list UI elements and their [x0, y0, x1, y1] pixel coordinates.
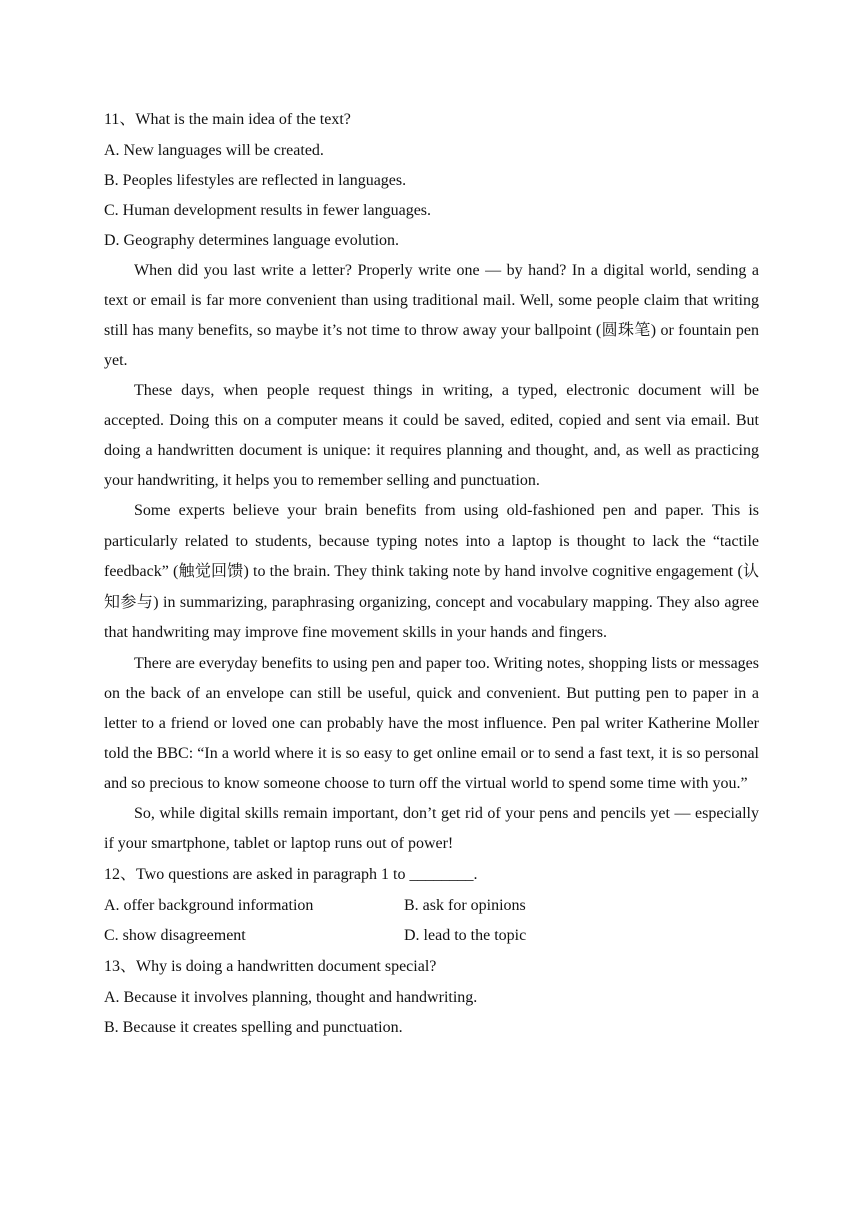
- question-11-option-c: C. Human development results in fewer languages.: [104, 202, 432, 219]
- question-12-stem: 12、Two questions are asked in paragraph 1 to ________.: [104, 865, 478, 883]
- passage-paragraph-5: So, while digital skills remain important, don’t get rid of your pens and pencils yet — especially if your smartphone, tablet or laptop runs out of power!: [104, 804, 759, 852]
- document-page: [104, 104, 759, 1043]
- question-11-stem: 11、What is the main idea of the text?: [104, 111, 351, 128]
- question-11-option-d: D. Geography determines language evolution.: [104, 232, 400, 249]
- question-12-option-a: A. offer background information: [104, 896, 314, 914]
- question-12-option-b: B. ask for opinions: [404, 896, 526, 914]
- question-12-options-row-2: [104, 921, 759, 951]
- passage-paragraph-4: There are everyday benefits to using pen and paper too. Writing notes, shopping lists or messages on the back of an envelope can still be useful, quick and convenient. But putting pen to paper in a letter to a friend or loved one can probably have the most influence. Pen pal writer Katherine Moller told the BBC: “In a world where it is so easy to get online email or to send a fast text, it is so personal and so precious to know someone choose to turn off the virtual world to spend some time with you.”: [104, 654, 759, 792]
- question-12-option-d: D. lead to the topic: [404, 926, 527, 944]
- question-11-option-a: A. New languages will be created.: [104, 142, 324, 159]
- question-13-option-b: B. Because it creates spelling and punctuation.: [104, 1018, 403, 1036]
- question-13-stem: 13、Why is doing a handwritten document special?: [104, 957, 437, 975]
- question-12-option-c: C. show disagreement: [104, 926, 246, 944]
- question-11-option-b: B. Peoples lifestyles are reflected in languages.: [104, 172, 407, 189]
- question-13-option-a: A. Because it involves planning, thought and handwriting.: [104, 988, 478, 1006]
- passage-paragraph-1: When did you last write a letter? Properly write one — by hand? In a digital world, sending a text or email is far more convenient than using traditional mail. Well, some people claim that writing still has many benefits, so maybe it’s not time to throw away your ballpoint (圆珠笔) or fountain pen yet.: [104, 262, 759, 369]
- passage-paragraph-2: These days, when people request things in writing, a typed, electronic document will be accepted. Doing this on a computer means it could be saved, edited, copied and sent via email. But doing a handwritten document is unique: it requires planning and thought, and, as well as practicing your handwriting, it helps you to remember selling and punctuation.: [104, 382, 759, 489]
- question-12-options-row-1: [104, 891, 759, 921]
- passage-paragraph-3: Some experts believe your brain benefits from using old-fashioned pen and paper. This is particularly related to students, because typing notes into a laptop is thought to lack the “tactile feedback” (触觉回馈) to the brain. They think taking note by hand involve cognitive engagement (认知参与) in summarizing, paraphrasing organizing, concept and vocabulary mapping. They also agree that handwriting may improve fine movement skills in your hands and fingers.: [104, 502, 759, 641]
